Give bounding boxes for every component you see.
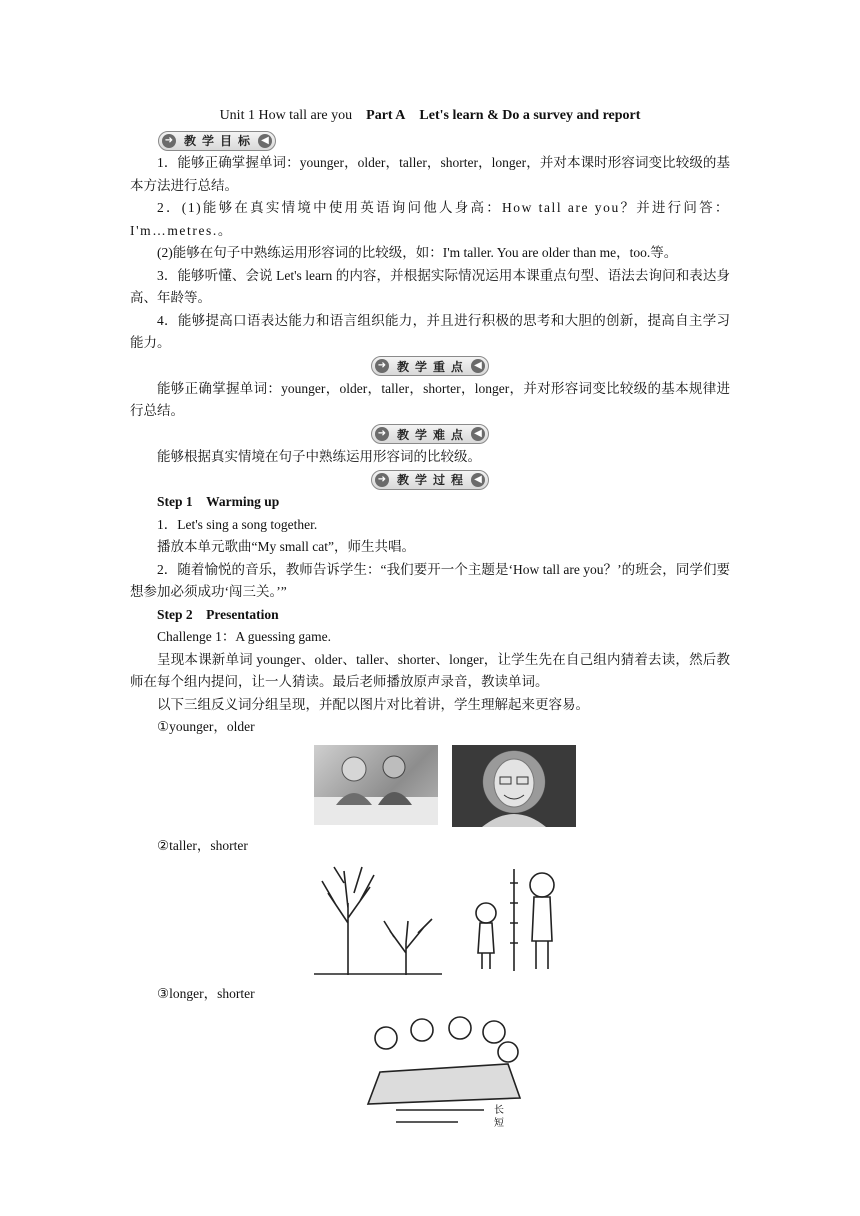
elderly-man-photo [452,745,576,827]
difficult-badge [371,424,489,444]
pair-1-images [314,745,730,827]
goal-5: 4．能够提高口语表达能力和语言组织能力，并且进行积极的思考和大胆的创新，提高自主学习能力。 [130,312,730,350]
title-part: Part A [366,108,406,123]
process-badge-row [130,468,730,491]
title-lesson: Let's learn & Do a survey and report [419,108,641,123]
step1-line-1: 1．Let's sing a song together. [157,516,318,532]
goals-badge-text: 教学目标 [184,134,257,148]
children-comparing-pencils-drawing [360,1012,526,1130]
key-badge-row [130,355,730,378]
pair-3-label: ③longer，shorter [157,986,255,1001]
arrow-left-icon: ◀ [471,473,485,487]
document-title [130,105,730,127]
arrow-right-icon: ➜ [375,473,389,487]
short-label: 短 [494,1117,504,1129]
difficult-badge-text: 教学难点 [396,427,469,442]
goal-2: 2．(1)能够在真实情境中使用英语询问他人身高：How tall are you？并进行问答：I'm…metres.。 [130,200,730,238]
pair-1-label: ①younger，older [157,719,255,734]
arrow-left-icon: ◀ [471,427,485,441]
children-height-drawing [458,863,570,975]
step2-heading: Step 2 Presentation [157,606,279,622]
key-badge-text: 教学重点 [396,359,469,374]
goal-4: 3．能够听懂、会说 Let's learn 的内容，并根据实际情况运用本课重点句型、语法去询问和表达身高、年龄等。 [130,267,730,305]
difficult-badge-row [130,423,730,446]
step2-line-3: 以下三组反义词分组呈现，并配以图片对比着讲，学生理解起来更容易。 [157,696,589,712]
process-badge-text: 教学过程 [396,473,469,487]
goals-badge [158,131,276,151]
title-unit: Unit 1 How tall are you [219,108,353,123]
step2-line-2: 呈现本课新单词 younger、older、taller、shorter、longer，让学生先在自己组内猜着去读，然后教师在每个组内提问，让一人猜读。最后老师播放原声录音，教读单词。 [130,651,730,689]
step2-line-1: Challenge 1：A guessing game. [157,629,331,644]
children-studying-photo [314,745,438,825]
arrow-right-icon: ➜ [162,134,176,148]
arrow-left-icon: ◀ [471,359,485,373]
goal-1: 1．能够正确掌握单词：younger，older，taller，shorter，longer，并对本课时形容词变比较级的基本方法进行总结。 [130,155,730,193]
step1-heading: Step 1 Warming up [157,494,280,509]
key-badge [371,356,489,376]
long-label: 长 [494,1104,504,1116]
goal-3: (2)能够在句子中熟练运用形容词的比较级，如：I'm taller. You are older than me，too.等。 [157,245,678,260]
pair-2-images [314,863,730,975]
difficult-point: 能够根据真实情境在句子中熟练运用形容词的比较级。 [157,448,481,464]
tall-short-trees-drawing [314,863,442,975]
arrow-left-icon: ◀ [258,134,272,148]
document-content [130,105,730,1138]
key-point: 能够正确掌握单词：younger，older，taller，shorter，longer，并对形容词变比较级的基本规律进行总结。 [130,380,730,418]
pair-3-images [360,1012,730,1130]
process-badge [371,470,489,490]
pair-2-label: ②taller，shorter [157,837,248,853]
step1-line-3: 2．随着愉悦的音乐，教师告诉学生：“我们要开一个主题是‘How tall are you？’的班会，同学们要想参加必须成功‘闯三关。’” [130,561,730,599]
step1-line-2: 播放本单元歌曲“My small cat”，师生共唱。 [157,539,415,554]
arrow-right-icon: ➜ [375,427,389,441]
arrow-right-icon: ➜ [375,359,389,373]
goals-badge-row [130,129,730,152]
